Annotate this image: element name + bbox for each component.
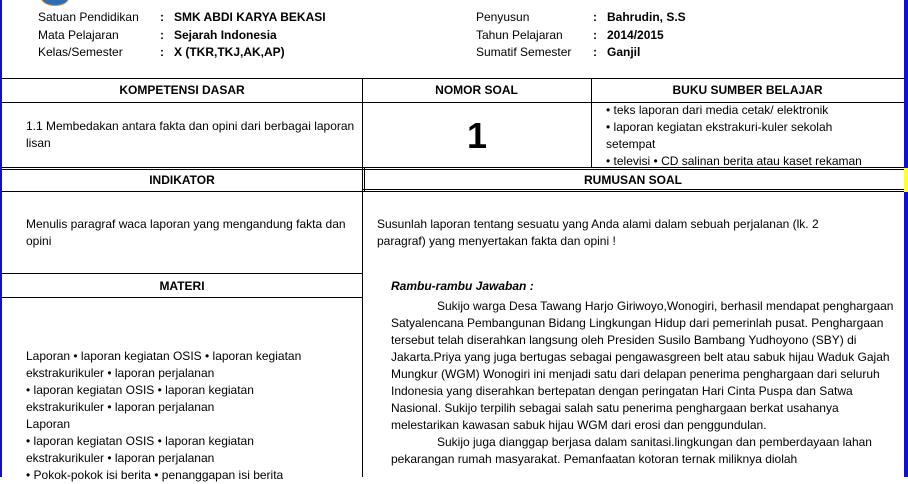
info-row-kelas-semester (38, 44, 326, 62)
info-label: Kelas/Semester (38, 45, 123, 59)
nomor-soal-value: 1 (466, 115, 488, 156)
list-item: • laporan kegiatan ekstrakuri-kuler sekolah (606, 120, 833, 134)
header-info-right (476, 9, 686, 62)
list-item: • televisi • CD salinan berita atau kaset rekaman (606, 154, 862, 168)
indikator-header-divider (2, 191, 362, 192)
info-colon: : (160, 27, 164, 42)
materi-title: MATERI (159, 279, 205, 293)
info-label: Tahun Pelajaran (476, 27, 563, 42)
info-row-satuan-pendidikan (38, 9, 326, 27)
buku-sumber-title: BUKU SUMBER BELAJAR (672, 83, 823, 97)
info-row-sumatif-semester (476, 44, 686, 62)
list-item: • teks laporan dari media cetak/ elektronik (606, 103, 829, 117)
list-item: • laporan kegiatan OSIS • laporan kegiatan (26, 434, 254, 448)
kompetensi-dasar-text: 1.1 Membedakan antara fakta dan opini dari berbagai laporan lisan (26, 119, 355, 150)
info-row-tahun-pelajaran (476, 27, 686, 45)
info-value: SMK ABDI KARYA BEKASI (174, 10, 326, 24)
info-row-mata-pelajaran (38, 27, 326, 45)
table-top-border (2, 78, 904, 79)
rumusan-soal-text: Susunlah laporan tentang sesuatu yang Anda alami dalam sebuah perjalanan (lk. 2 paragraf) yang menyertakan fakta dan opini ! (377, 217, 819, 248)
list-item: setempat (606, 137, 656, 151)
info-label: Mata Pelajaran (38, 27, 119, 42)
info-value: Ganjil (607, 45, 641, 59)
info-label: Satuan Pendidikan (38, 10, 139, 24)
indikator-title: INDIKATOR (149, 173, 215, 187)
info-value: 2014/2015 (607, 27, 664, 42)
list-item: • laporan kegiatan OSIS • laporan kegiatan (26, 383, 254, 397)
indikator-text: Menulis paragraf waca laporan yang mengandung fakta dan opini (26, 217, 346, 248)
list-item: Laporan (26, 417, 71, 431)
window-border-left (0, 0, 2, 477)
school-logo-icon (41, 0, 69, 6)
info-value: Bahrudin, S.S (607, 10, 686, 24)
info-colon: : (160, 45, 164, 59)
info-label: Penyusun (476, 10, 530, 24)
list-item: ekstrakurikuler • laporan perjalanan (26, 366, 215, 380)
list-item: • Pokok-pokok isi berita • penanggapan isi berita (26, 468, 284, 482)
nomor-soal-title: NOMOR SOAL (435, 83, 518, 97)
info-colon: : (593, 10, 597, 24)
info-value: X (TKR,TKJ,AK,AP) (174, 45, 285, 59)
header-info-left (38, 9, 326, 62)
info-colon: : (160, 10, 164, 24)
selection-marker (904, 168, 908, 192)
info-row-penyusun (476, 9, 686, 27)
rambu-jawaban-text (391, 298, 901, 468)
info-value: Sejarah Indonesia (174, 27, 277, 42)
window-border-right (904, 0, 908, 477)
rambu-jawaban-title: Rambu-rambu Jawaban : (391, 279, 534, 293)
info-colon: : (593, 45, 597, 59)
materi-list (26, 348, 356, 484)
info-colon: : (593, 27, 597, 42)
materi-top-divider (2, 273, 362, 274)
info-label: Sumatif Semester (476, 45, 572, 59)
kompetensi-dasar-title: KOMPETENSI DASAR (119, 83, 245, 97)
answer-paragraph: Sukijo juga dianggap berjasa dalam sanitasi.lingkungan dan pemberdayaan lahan pekarangan rumah masyarakat. Pemanfaatan kotoran ternak miliknya diolah (391, 435, 872, 466)
buku-sumber-list (606, 102, 902, 170)
materi-header-divider (2, 297, 362, 298)
rumusan-header-divider (362, 189, 904, 192)
list-item: ekstrakurikuler • laporan perjalanan (26, 400, 215, 414)
list-item: Laporan • laporan kegiatan OSIS • laporan kegiatan (26, 349, 302, 363)
answer-paragraph: Sukijo warga Desa Tawang Harjo Giriwoyo,Wonogiri, berhasil mendapat penghargaan Satyalencana Pembangunan Bidang Lingkungan Hidup dari pemerinlah pusat. Penghargaan tersebut telah diserahkan langsung oleh Presiden Susilo Bambang Yudhoyono (SBY) di Jakarta.Priya yang juga bertugas sebagai pengawasgreen belt atau sabuk hijau Waduk Gajah Mungkur (WGM) Wonogiri ini menjadi satu dari delapan penerima penghargaan dari seluruh Indonesia yang diserahkan bertepatan dengan peringatan Hari Cinta Puspa dan Satwa Nasional. Sukijo terpilih sebagai salah satu penerima penghargaan berkat usahanya melestarikan kawasan sabuk hijau WGM dari erosi dan penggundulan. (391, 299, 894, 432)
list-item: ekstrakurikuler • laporan perjalanan (26, 451, 215, 465)
rumusan-soal-title: RUMUSAN SOAL (584, 173, 682, 187)
